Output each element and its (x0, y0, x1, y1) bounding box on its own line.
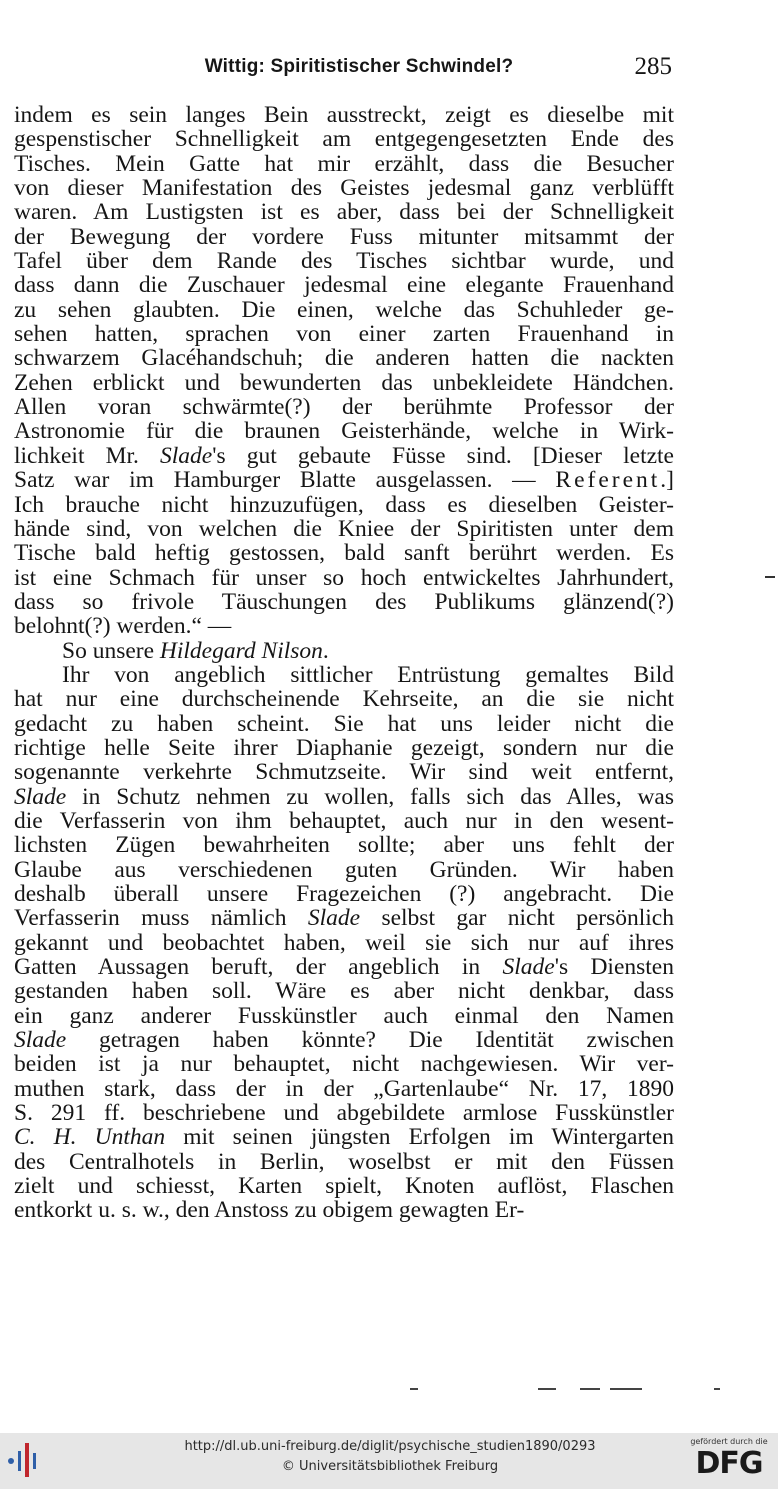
page-number: 285 (634, 53, 672, 80)
text-line: Tische bald heftig gestossen, bald sanft berührt werden. Es (14, 541, 674, 566)
running-title: Wittig: Spiritistischer Schwindel? (204, 56, 514, 77)
text-line: hände sind, von welchen die Kniee der Spiritisten unter dem (14, 516, 674, 542)
body-text (14, 103, 674, 1223)
document-url-link[interactable]: http://dl.ub.uni-freiburg.de/diglit/psychische_studien1890/0293 (184, 1439, 596, 1454)
text-line: Slade getragen haben könnte? Die Identität zwischen (14, 1028, 674, 1053)
text-line: indem es sein langes Bein ausstreckt, zeigt es dieselbe mit (14, 103, 674, 128)
text-line: So unsere Hildegard Nilson. (62, 638, 329, 663)
text-line: gestanden haben soll. Wäre es aber nicht denkbar, dass (14, 979, 674, 1004)
text-line: waren. Am Lustigsten ist es aber, dass bei der Schnelligkeit (14, 200, 674, 225)
text-line: Zehen erblickt und bewunderten das unbekleidete Händchen. (14, 370, 674, 396)
dfg-logo-icon (688, 1437, 770, 1485)
text-line: Satz war im Hamburger Blatte ausgelassen. — Referent.] (14, 468, 674, 493)
text-line: sogenannte verkehrte Schmutzseite. Wir sind weit entfernt, (14, 760, 674, 785)
text-line: Ich brauche nicht hinzuzufügen, dass es dieselben Geister- (14, 492, 674, 517)
text-line: lichkeit Mr. Slade's gut gebaute Füsse sind. [Dieser letzte (14, 443, 674, 469)
text-line: Ihr von angeblich sittlicher Entrüstung gemaltes Bild (62, 662, 674, 688)
ub-freiburg-logo-icon (8, 1441, 42, 1479)
text-line: belohnt(?) werden.“ — (14, 614, 232, 639)
text-line: schwarzem Glacéhandschuh; die anderen hatten die nackten (14, 346, 674, 371)
text-line: der Bewegung der vordere Fuss mitunter mitsammt der (14, 224, 674, 250)
scan-dash (410, 1388, 418, 1390)
text-line: Glaube aus verschiedenen guten Gründen. Wir haben (14, 857, 674, 882)
text-line: zu sehen glaubten. Die einen, welche das Schuhleder ge- (14, 297, 674, 323)
viewer-footer (0, 1433, 778, 1489)
sponsor-note: gefördert durch die (690, 1437, 768, 1446)
page-header (14, 53, 674, 86)
text-line: zielt und schiesst, Karten spielt, Knoten auflöst, Flaschen (14, 1174, 674, 1199)
text-line: dass dann die Zuschauer jedesmal eine elegante Frauenhand (14, 273, 674, 298)
scan-dash (714, 1388, 720, 1390)
text-line: richtige helle Seite ihrer Diaphanie gezeigt, sondern nur die (14, 735, 674, 761)
sponsor-logo: DFG (695, 1446, 763, 1481)
text-line: lichsten Zügen bewahrheiten sollte; aber uns fehlt der (14, 833, 674, 858)
text-line: sehen hatten, sprachen von einer zarten Frauenhand in (14, 322, 674, 347)
text-line: gedacht zu haben scheint. Sie hat uns leider nicht die (14, 711, 674, 736)
scan-dash (610, 1388, 642, 1390)
text-line: entkorkt u. s. w., den Anstoss zu obigem gewagten Er- (14, 1198, 525, 1223)
text-line: muthen stark, dass der in der „Gartenlaube“ Nr. 17, 1890 (14, 1076, 674, 1102)
text-line: S. 291 ff. beschriebene und abgebildete armlose Fusskünstler (14, 1101, 674, 1126)
text-line: dass so frivole Täuschungen des Publikums glänzend(?) (14, 589, 674, 615)
text-line: ist eine Schmach für unser so hoch entwickeltes Jahrhundert, (14, 565, 674, 590)
text-line: Tafel über dem Rande des Tisches sichtbar wurde, und (14, 249, 674, 274)
text-line: Astronomie für die braunen Geisterhände, welche in Wirk- (14, 419, 674, 444)
text-line: gespenstischer Schnelligkeit am entgegengesetzten Ende des (14, 127, 674, 152)
text-line: Allen voran schwärmte(?) der berühmte Professor der (14, 395, 674, 420)
text-line: von dieser Manifestation des Geistes jedesmal ganz verblüfft (14, 176, 674, 201)
text-line: Slade in Schutz nehmen zu wollen, falls sich das Alles, was (14, 784, 674, 809)
text-line: Tisches. Mein Gatte hat mir erzählt, dass die Besucher (14, 151, 674, 177)
text-line: ein ganz anderer Fusskünstler auch einmal den Namen (14, 1003, 674, 1029)
scan-artifacts (380, 1386, 740, 1392)
margin-mark (765, 576, 775, 578)
text-line: gekannt und beobachtet haben, weil sie sich nur auf ihres (14, 930, 674, 956)
text-line: deshalb überall unsere Fragezeichen (?) angebracht. Die (14, 882, 674, 907)
text-line: hat nur eine durchscheinende Kehrseite, an die sie nicht (14, 687, 674, 712)
scan-dash (538, 1388, 556, 1390)
text-line: C. H. Unthan mit seinen jüngsten Erfolgen im Wintergarten (14, 1125, 674, 1150)
text-line: Gatten Aussagen beruft, der angeblich in Slade's Diensten (14, 955, 674, 980)
text-line: Verfasserin muss nämlich Slade selbst gar nicht persönlich (14, 906, 674, 931)
copyright-notice: © Universitätsbibliothek Freiburg (281, 1459, 499, 1474)
text-line: des Centralhotels in Berlin, woselbst er mit den Füssen (14, 1149, 674, 1175)
text-line: die Verfasserin von ihm behauptet, auch nur in den wesent- (14, 808, 674, 834)
text-line: beiden ist ja nur behauptet, nicht nachgewiesen. Wir ver- (14, 1052, 674, 1077)
scan-dash (580, 1388, 600, 1390)
